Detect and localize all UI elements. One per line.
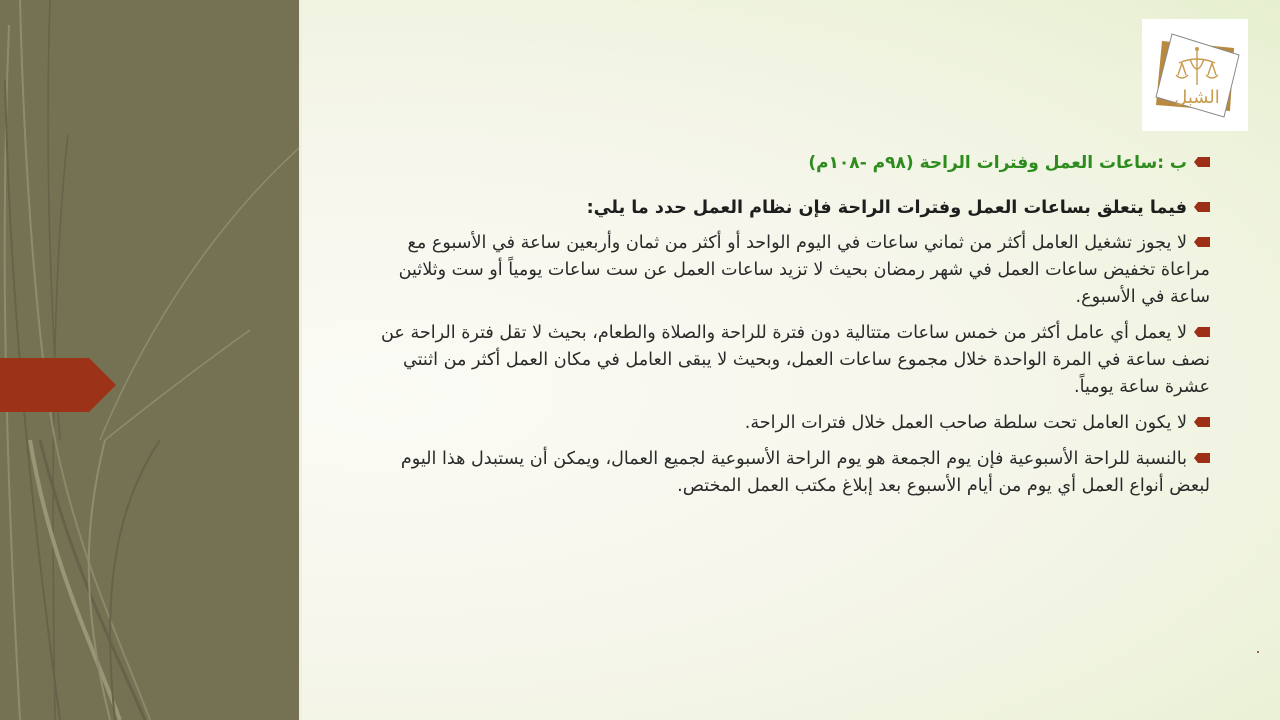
slide-marker-dot bbox=[1257, 651, 1259, 653]
panel-divider bbox=[299, 0, 302, 720]
logo bbox=[1142, 19, 1248, 131]
bullet-arrow-icon bbox=[1194, 453, 1210, 463]
bullet-text: لا يعمل أي عامل أكثر من خمس ساعات متتالية دون فترة للراحة والصلاة والطعام، بحيث لا تقل فترة الراحة عن نصف ساعة في المرة الواحدة خلال مجموع ساعات العمل، وبحيث لا يبقى العامل في مكان العمل أكثر من اثنتي عشرة ساعة يومياً. bbox=[380, 323, 1210, 397]
logo-text: الشبل bbox=[1174, 87, 1220, 108]
bullet-arrow-icon bbox=[1194, 202, 1210, 212]
slide-content bbox=[370, 150, 1210, 509]
bullet-item bbox=[370, 230, 1210, 311]
heading-text: ب :ساعات العمل وفترات الراحة (٩٨م -١٠٨م) bbox=[808, 153, 1187, 173]
section-heading bbox=[370, 150, 1210, 177]
bullet-arrow-icon bbox=[1194, 237, 1210, 247]
intro-statement bbox=[370, 195, 1210, 222]
bullet-item bbox=[370, 320, 1210, 401]
red-arrow-tab bbox=[0, 358, 116, 412]
bullet-item bbox=[370, 410, 1210, 437]
bullet-text: لا يكون العامل تحت سلطة صاحب العمل خلال فترات الراحة. bbox=[744, 413, 1187, 433]
bullet-item bbox=[370, 446, 1210, 500]
scales-of-justice-icon bbox=[1142, 19, 1248, 131]
bullet-arrow-icon bbox=[1194, 327, 1210, 337]
bullet-arrow-icon bbox=[1194, 157, 1210, 167]
bullet-text: لا يجوز تشغيل العامل أكثر من ثماني ساعات في اليوم الواحد أو أكثر من ثمان وأربعين ساعة في الأسبوع مع مراعاة تخفيض ساعات العمل في شهر رمضان بحيث لا تزيد ساعات العمل عن ست ساعات يومياً أو ست وثلاثين ساعة في الأسبوع. bbox=[398, 233, 1210, 307]
bullet-text: بالنسبة للراحة الأسبوعية فإن يوم الجمعة هو يوم الراحة الأسبوعية لجميع العمال، ويمكن أن يستبدل هذا اليوم لبعض أنواع العمل أي يوم من أيام الأسبوع بعد إبلاغ مكتب العمل المختص. bbox=[400, 449, 1210, 496]
bullet-arrow-icon bbox=[1194, 417, 1210, 427]
intro-text: فيما يتعلق بساعات العمل وفترات الراحة فإن نظام العمل حدد ما يلي: bbox=[586, 198, 1187, 218]
